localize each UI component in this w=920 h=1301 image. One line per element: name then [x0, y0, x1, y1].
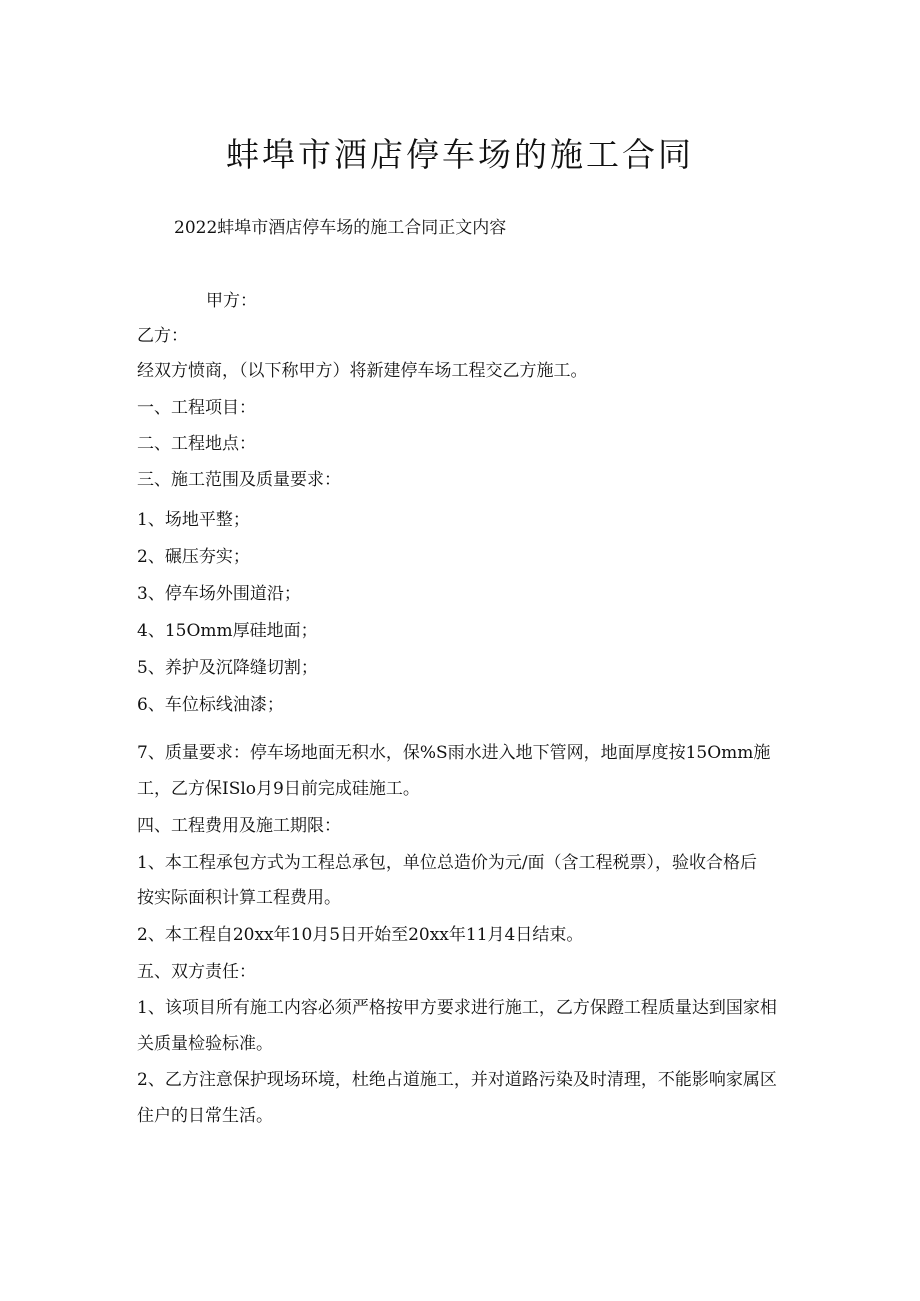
- party-a-label: 甲方：: [206, 291, 257, 311]
- quality-requirement-line-2: 工，乙方保ISlo月9日前完成硅施工。: [137, 779, 420, 799]
- section-heading-responsibilities: 五、双方责任：: [137, 962, 256, 982]
- schedule-paragraph: 2、本工程自20xx年10月5日开始至20xx年11月4日结束。: [137, 925, 584, 945]
- list-item: 6、车位标线油漆；: [137, 695, 284, 715]
- list-item: 3、停车场外围道沿；: [137, 584, 301, 604]
- list-item: 1、场地平整；: [137, 510, 250, 530]
- responsibility-2-line-2: 住户的日常生活。: [137, 1106, 273, 1126]
- responsibility-1-line-1: 1、该项目所有施工内容必须严格按甲方要求进行施工，乙方保蹬工程质量达到国家相: [137, 998, 777, 1018]
- document-subtitle: 2022蚌埠市酒店停车场的施工合同正文内容: [174, 218, 507, 238]
- party-b-label: 乙方：: [137, 326, 188, 346]
- responsibility-1-line-2: 关质量检验标准。: [137, 1034, 273, 1054]
- responsibility-2-line-1: 2、乙方注意保护现场环境，杜绝占道施工，并对道路污染及时清理，不能影响家属区: [137, 1070, 777, 1090]
- cost-paragraph-line-2: 按实际面积计算工程费用。: [137, 888, 341, 908]
- list-item: 5、养护及沉降缝切割；: [137, 658, 318, 678]
- cost-paragraph-line-1: 1、本工程承包方式为工程总承包，单位总造价为元/面（含工程税票），验收合格后: [137, 853, 758, 873]
- list-item: 4、15Omm厚硅地面；: [137, 621, 318, 641]
- intro-paragraph: 经双方愤商，（以下称甲方）将新建停车场工程交乙方施工。: [137, 361, 588, 381]
- section-heading-cost: 四、工程费用及施工期限：: [137, 816, 341, 836]
- section-heading-scope: 三、施工范围及质量要求：: [137, 470, 341, 490]
- section-heading-project: 一、工程项目：: [137, 398, 256, 418]
- document-title: 蚌埠市酒店停车场的施工合同: [226, 135, 694, 174]
- quality-requirement-line-1: 7、质量要求：停车场地面无积水，保%S雨水进入地下管网，地面厚度按15Omm施: [137, 743, 771, 763]
- section-heading-location: 二、工程地点：: [137, 434, 256, 454]
- list-item: 2、碾压夯实；: [137, 547, 250, 567]
